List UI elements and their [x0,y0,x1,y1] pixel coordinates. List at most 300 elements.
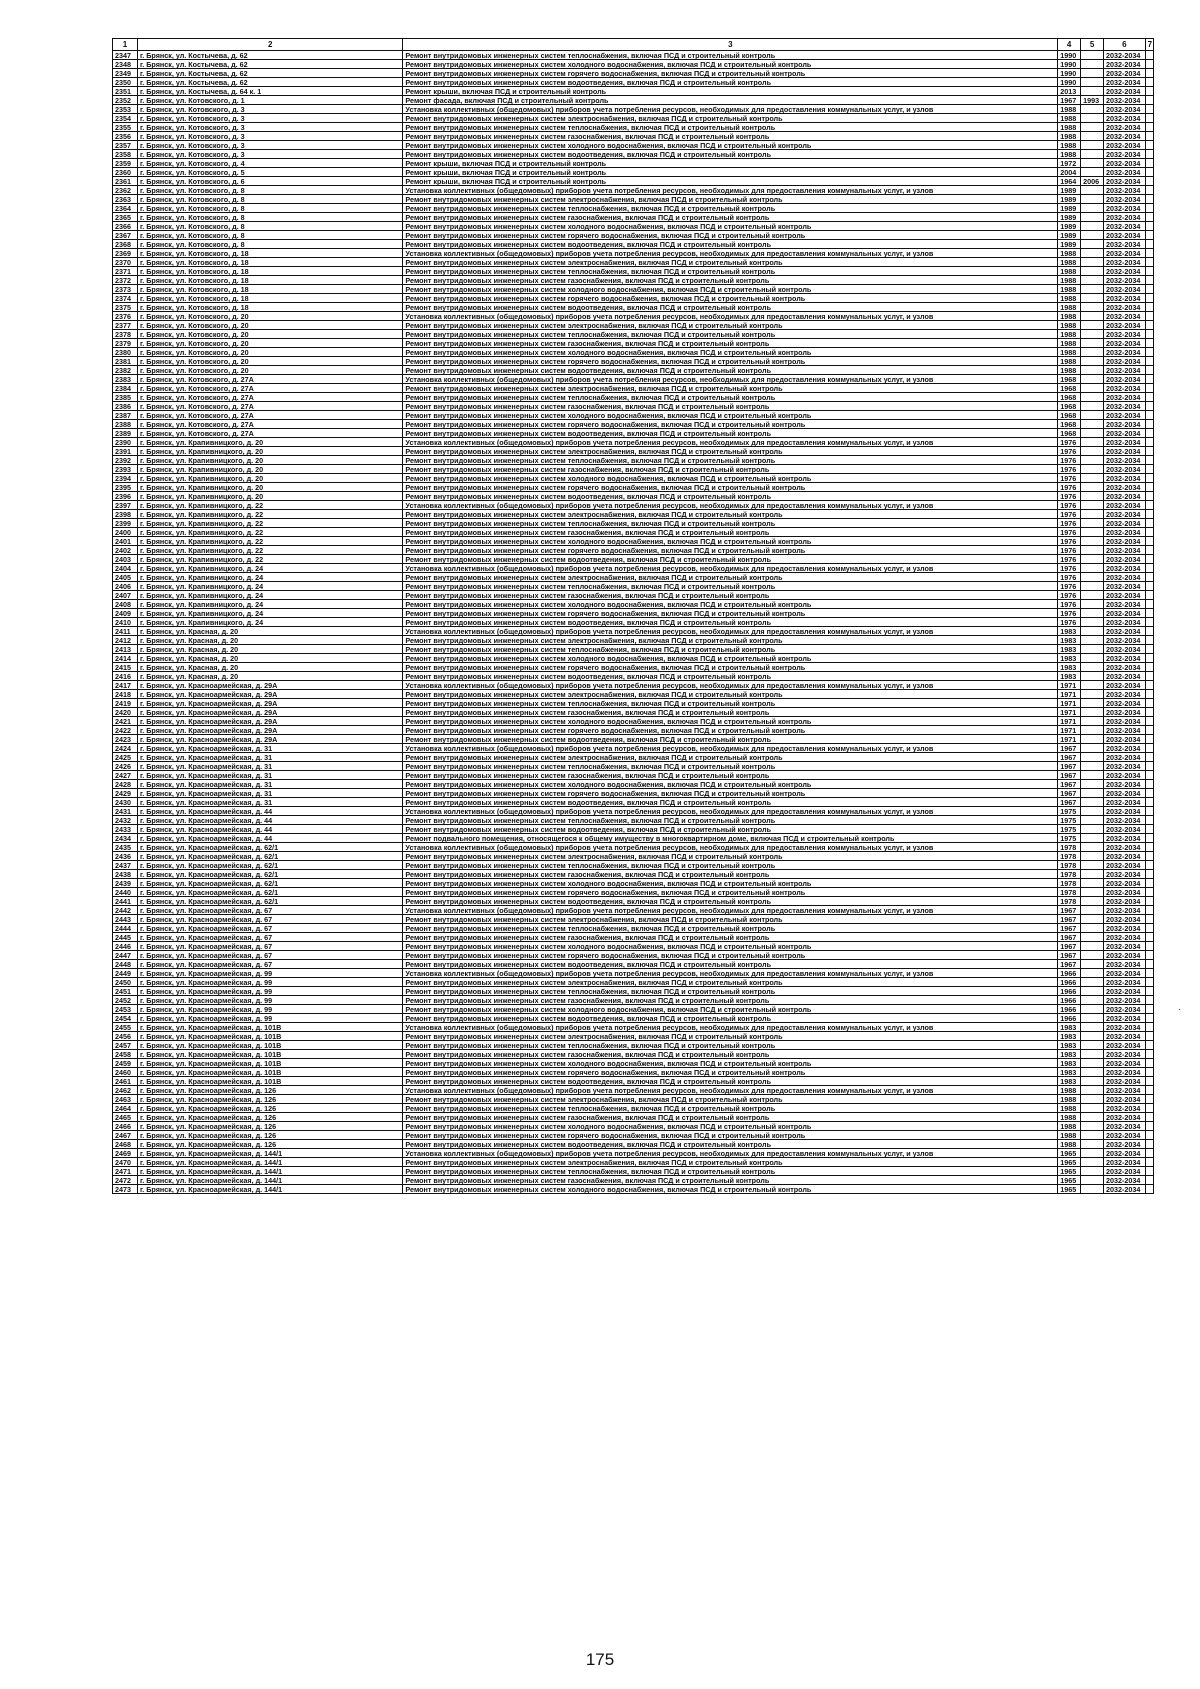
work-description-cell: Ремонт внутридомовых инженерных систем теплоснабжения, включая ПСД и строительный контроль [403,393,1058,402]
address-cell: г. Брянск, ул. Красноармейская, д. 101В [137,1041,402,1050]
planned-period-cell: 2032-2034 [1103,339,1145,348]
address-cell: г. Брянск, ул. Крапивницкого, д. 24 [137,609,402,618]
blank-cell [1145,546,1153,555]
build-year-cell: 1967 [1058,771,1081,780]
planned-period-cell: 2032-2034 [1103,528,1145,537]
work-description-cell: Установка коллективных (общедомовых) приборов учета потребления ресурсов, необходимых для предоставления коммунальных услуг, и узлов [403,1023,1058,1032]
renovation-year-cell [1081,267,1104,276]
address-cell: г. Брянск, ул. Красноармейская, д. 126 [137,1131,402,1140]
build-year-cell: 1975 [1058,816,1081,825]
address-cell: г. Брянск, ул. Котовского, д. 27А [137,384,402,393]
blank-cell [1145,816,1153,825]
blank-cell [1145,492,1153,501]
address-cell: г. Брянск, ул. Котовского, д. 20 [137,321,402,330]
build-year-cell: 1983 [1058,1068,1081,1077]
row-number-cell: 2386 [113,402,138,411]
build-year-cell: 1988 [1058,105,1081,114]
table-row [113,1032,1154,1041]
row-number-cell: 2400 [113,528,138,537]
blank-cell [1145,159,1153,168]
renovation-year-cell [1081,915,1104,924]
build-year-cell: 1988 [1058,249,1081,258]
renovation-year-cell [1081,348,1104,357]
renovation-year-cell [1081,1059,1104,1068]
address-cell: г. Брянск, ул. Красноармейская, д. 62/1 [137,852,402,861]
blank-cell [1145,132,1153,141]
planned-period-cell: 2032-2034 [1103,1122,1145,1131]
work-description-cell: Ремонт внутридомовых инженерных систем теплоснабжения, включая ПСД и строительный контроль [403,51,1058,60]
renovation-year-cell [1081,393,1104,402]
planned-period-cell: 2032-2034 [1103,96,1145,105]
planned-period-cell: 2032-2034 [1103,87,1145,96]
planned-period-cell: 2032-2034 [1103,321,1145,330]
row-number-cell: 2367 [113,231,138,240]
address-cell: г. Брянск, ул. Красноармейская, д. 31 [137,780,402,789]
address-cell: г. Брянск, ул. Красная, д. 20 [137,636,402,645]
planned-period-cell: 2032-2034 [1103,249,1145,258]
build-year-cell: 1988 [1058,114,1081,123]
row-number-cell: 2455 [113,1023,138,1032]
address-cell: г. Брянск, ул. Костычева, д. 62 [137,51,402,60]
table-row [113,1005,1154,1014]
build-year-cell: 1965 [1058,1185,1081,1194]
renovation-year-cell [1081,1149,1104,1158]
row-number-cell: 2471 [113,1167,138,1176]
build-year-cell: 1971 [1058,717,1081,726]
build-year-cell: 1968 [1058,420,1081,429]
address-cell: г. Брянск, ул. Котовского, д. 20 [137,339,402,348]
row-number-cell: 2399 [113,519,138,528]
renovation-year-cell [1081,744,1104,753]
row-number-cell: 2465 [113,1113,138,1122]
blank-cell [1145,267,1153,276]
row-number-cell: 2430 [113,798,138,807]
renovation-year-cell [1081,681,1104,690]
blank-cell [1145,177,1153,186]
build-year-cell: 1968 [1058,411,1081,420]
blank-cell [1145,951,1153,960]
address-cell: г. Брянск, ул. Котовского, д. 3 [137,141,402,150]
planned-period-cell: 2032-2034 [1103,987,1145,996]
blank-cell [1145,501,1153,510]
table-row [113,231,1154,240]
build-year-cell: 1978 [1058,888,1081,897]
blank-cell [1145,447,1153,456]
blank-cell [1145,726,1153,735]
build-year-cell: 1967 [1058,915,1081,924]
work-description-cell: Установка коллективных (общедомовых) приборов учета потребления ресурсов, необходимых для предоставления коммунальных услуг, и узлов [403,249,1058,258]
renovation-year-cell [1081,1140,1104,1149]
address-cell: г. Брянск, ул. Красноармейская, д. 31 [137,762,402,771]
work-description-cell: Установка коллективных (общедомовых) приборов учета потребления ресурсов, необходимых для предоставления коммунальных услуг, и узлов [403,1149,1058,1158]
address-cell: г. Брянск, ул. Красная, д. 20 [137,654,402,663]
renovation-year-cell [1081,996,1104,1005]
build-year-cell: 1967 [1058,96,1081,105]
address-cell: г. Брянск, ул. Крапивницкого, д. 22 [137,528,402,537]
planned-period-cell: 2032-2034 [1103,123,1145,132]
work-description-cell: Ремонт внутридомовых инженерных систем электроснабжения, включая ПСД и строительный контроль [403,636,1058,645]
row-number-cell: 2425 [113,753,138,762]
planned-period-cell: 2032-2034 [1103,762,1145,771]
planned-period-cell: 2032-2034 [1103,285,1145,294]
renovation-year-cell [1081,132,1104,141]
planned-period-cell: 2032-2034 [1103,222,1145,231]
renovation-year-cell [1081,816,1104,825]
row-number-cell: 2445 [113,933,138,942]
planned-period-cell: 2032-2034 [1103,825,1145,834]
planned-period-cell: 2032-2034 [1103,420,1145,429]
work-description-cell: Установка коллективных (общедомовых) приборов учета потребления ресурсов, необходимых для предоставления коммунальных услуг, и узлов [403,438,1058,447]
address-cell: г. Брянск, ул. Красноармейская, д. 29А [137,690,402,699]
row-number-cell: 2433 [113,825,138,834]
address-cell: г. Брянск, ул. Красноармейская, д. 67 [137,924,402,933]
row-number-cell: 2378 [113,330,138,339]
work-description-cell: Ремонт внутридомовых инженерных систем теплоснабжения, включая ПСД и строительный контроль [403,582,1058,591]
table-row [113,105,1154,114]
build-year-cell: 1975 [1058,834,1081,843]
column-header-7: 7 [1145,39,1153,51]
column-header-6: 6 [1103,39,1145,51]
address-cell: г. Брянск, ул. Красноармейская, д. 144/1 [137,1167,402,1176]
blank-cell [1145,537,1153,546]
table-row [113,1068,1154,1077]
work-description-cell: Ремонт внутридомовых инженерных систем газоснабжения, включая ПСД и строительный контроль [403,771,1058,780]
table-row [113,987,1154,996]
blank-cell [1145,654,1153,663]
planned-period-cell: 2032-2034 [1103,771,1145,780]
table-row [113,834,1154,843]
table-row [113,609,1154,618]
build-year-cell: 1978 [1058,879,1081,888]
blank-cell [1145,690,1153,699]
address-cell: г. Брянск, ул. Крапивницкого, д. 24 [137,591,402,600]
planned-period-cell: 2032-2034 [1103,402,1145,411]
address-cell: г. Брянск, ул. Красноармейская, д. 67 [137,933,402,942]
work-description-cell: Ремонт фасада, включая ПСД и строительный контроль [403,96,1058,105]
renovation-year-cell [1081,573,1104,582]
planned-period-cell: 2032-2034 [1103,177,1145,186]
work-description-cell: Ремонт внутридомовых инженерных систем теплоснабжения, включая ПСД и строительный контроль [403,861,1058,870]
scan-dot-mark: · [1178,1004,1182,1015]
renovation-year-cell [1081,384,1104,393]
work-description-cell: Ремонт внутридомовых инженерных систем холодного водоснабжения, включая ПСД и строительный контроль [403,222,1058,231]
blank-cell [1145,978,1153,987]
planned-period-cell: 2032-2034 [1103,114,1145,123]
planned-period-cell: 2032-2034 [1103,861,1145,870]
build-year-cell: 1967 [1058,942,1081,951]
table-row [113,1050,1154,1059]
work-description-cell: Ремонт внутридомовых инженерных систем холодного водоснабжения, включая ПСД и строительный контроль [403,879,1058,888]
blank-cell [1145,294,1153,303]
renovation-year-cell [1081,438,1104,447]
work-description-cell: Ремонт внутридомовых инженерных систем газоснабжения, включая ПСД и строительный контроль [403,465,1058,474]
renovation-year-cell [1081,528,1104,537]
row-number-cell: 2424 [113,744,138,753]
column-header-2: 2 [137,39,402,51]
planned-period-cell: 2032-2034 [1103,708,1145,717]
renovation-year-cell [1081,780,1104,789]
build-year-cell: 1978 [1058,852,1081,861]
table-row [113,906,1154,915]
work-description-cell: Установка коллективных (общедомовых) приборов учета потребления ресурсов, необходимых для предоставления коммунальных услуг, и узлов [403,105,1058,114]
planned-period-cell: 2032-2034 [1103,204,1145,213]
renovation-year-cell [1081,843,1104,852]
blank-cell [1145,474,1153,483]
row-number-cell: 2383 [113,375,138,384]
renovation-year-cell [1081,411,1104,420]
table-row [113,51,1154,60]
build-year-cell: 1971 [1058,708,1081,717]
blank-cell [1145,1104,1153,1113]
address-cell: г. Брянск, ул. Крапивницкого, д. 22 [137,510,402,519]
build-year-cell: 1967 [1058,951,1081,960]
renovation-year-cell [1081,456,1104,465]
table-row [113,879,1154,888]
build-year-cell: 1966 [1058,1005,1081,1014]
planned-period-cell: 2032-2034 [1103,555,1145,564]
row-number-cell: 2452 [113,996,138,1005]
work-description-cell: Ремонт внутридомовых инженерных систем электроснабжения, включая ПСД и строительный контроль [403,978,1058,987]
work-description-cell: Ремонт внутридомовых инженерных систем водоотведения, включая ПСД и строительный контроль [403,150,1058,159]
row-number-cell: 2373 [113,285,138,294]
work-description-cell: Ремонт внутридомовых инженерных систем водоотведения, включая ПСД и строительный контроль [403,618,1058,627]
blank-cell [1145,1176,1153,1185]
row-number-cell: 2415 [113,663,138,672]
row-number-cell: 2457 [113,1041,138,1050]
address-cell: г. Брянск, ул. Котовского, д. 18 [137,285,402,294]
row-number-cell: 2464 [113,1104,138,1113]
table-row [113,1185,1154,1194]
planned-period-cell: 2032-2034 [1103,1077,1145,1086]
work-description-cell: Ремонт внутридомовых инженерных систем газоснабжения, включая ПСД и строительный контроль [403,1113,1058,1122]
planned-period-cell: 2032-2034 [1103,519,1145,528]
build-year-cell: 1976 [1058,438,1081,447]
table-row [113,1059,1154,1068]
blank-cell [1145,1032,1153,1041]
row-number-cell: 2413 [113,645,138,654]
renovation-year-cell [1081,789,1104,798]
planned-period-cell: 2032-2034 [1103,1086,1145,1095]
table-row [113,78,1154,87]
table-row [113,285,1154,294]
row-number-cell: 2472 [113,1176,138,1185]
address-cell: г. Брянск, ул. Крапивницкого, д. 24 [137,564,402,573]
address-cell: г. Брянск, ул. Красноармейская, д. 31 [137,789,402,798]
blank-cell [1145,1014,1153,1023]
blank-cell [1145,51,1153,60]
table-row [113,483,1154,492]
row-number-cell: 2401 [113,537,138,546]
table-row [113,267,1154,276]
table-row [113,771,1154,780]
row-number-cell: 2409 [113,609,138,618]
address-cell: г. Брянск, ул. Котовского, д. 8 [137,186,402,195]
planned-period-cell: 2032-2034 [1103,564,1145,573]
blank-cell [1145,357,1153,366]
table-row [113,762,1154,771]
row-number-cell: 2463 [113,1095,138,1104]
address-cell: г. Брянск, ул. Котовского, д. 3 [137,105,402,114]
renovation-year-cell [1081,978,1104,987]
renovation-year-cell [1081,699,1104,708]
row-number-cell: 2362 [113,186,138,195]
work-description-cell: Ремонт внутридомовых инженерных систем теплоснабжения, включая ПСД и строительный контроль [403,267,1058,276]
row-number-cell: 2358 [113,150,138,159]
planned-period-cell: 2032-2034 [1103,348,1145,357]
build-year-cell: 1976 [1058,474,1081,483]
address-cell: г. Брянск, ул. Красноармейская, д. 62/1 [137,870,402,879]
address-cell: г. Брянск, ул. Котовского, д. 5 [137,168,402,177]
table-row [113,420,1154,429]
work-description-cell: Ремонт внутридомовых инженерных систем электроснабжения, включая ПСД и строительный контроль [403,690,1058,699]
table-row [113,636,1154,645]
planned-period-cell: 2032-2034 [1103,1158,1145,1167]
planned-period-cell: 2032-2034 [1103,501,1145,510]
work-description-cell: Ремонт внутридомовых инженерных систем водоотведения, включая ПСД и строительный контроль [403,672,1058,681]
renovation-year-cell [1081,906,1104,915]
blank-cell [1145,1185,1153,1194]
address-cell: г. Брянск, ул. Красноармейская, д. 67 [137,960,402,969]
row-number-cell: 2353 [113,105,138,114]
build-year-cell: 1971 [1058,726,1081,735]
planned-period-cell: 2032-2034 [1103,141,1145,150]
renovation-year-cell [1081,1176,1104,1185]
blank-cell [1145,636,1153,645]
renovation-year-cell [1081,897,1104,906]
work-description-cell: Ремонт внутридомовых инженерных систем электроснабжения, включая ПСД и строительный контроль [403,321,1058,330]
address-cell: г. Брянск, ул. Крапивницкого, д. 20 [137,447,402,456]
planned-period-cell: 2032-2034 [1103,276,1145,285]
table-row [113,123,1154,132]
renovation-year-cell [1081,753,1104,762]
renovation-year-cell [1081,168,1104,177]
planned-period-cell: 2032-2034 [1103,942,1145,951]
blank-cell [1145,303,1153,312]
row-number-cell: 2405 [113,573,138,582]
table-row [113,1131,1154,1140]
table-row [113,402,1154,411]
address-cell: г. Брянск, ул. Красная, д. 20 [137,645,402,654]
blank-cell [1145,213,1153,222]
work-description-cell: Установка коллективных (общедомовых) приборов учета потребления ресурсов, необходимых для предоставления коммунальных услуг, и узлов [403,564,1058,573]
work-description-cell: Ремонт внутридомовых инженерных систем горячего водоснабжения, включая ПСД и строительный контроль [403,69,1058,78]
blank-cell [1145,870,1153,879]
work-description-cell: Ремонт внутридомовых инженерных систем холодного водоснабжения, включая ПСД и строительный контроль [403,942,1058,951]
build-year-cell: 1988 [1058,123,1081,132]
row-number-cell: 2431 [113,807,138,816]
address-cell: г. Брянск, ул. Котовского, д. 18 [137,294,402,303]
renovation-year-cell [1081,420,1104,429]
table-row [113,87,1154,96]
row-number-cell: 2392 [113,456,138,465]
address-cell: г. Брянск, ул. Красноармейская, д. 67 [137,942,402,951]
planned-period-cell: 2032-2034 [1103,636,1145,645]
blank-cell [1145,735,1153,744]
build-year-cell: 1966 [1058,987,1081,996]
build-year-cell: 1988 [1058,285,1081,294]
renovation-year-cell [1081,114,1104,123]
page-number: 175 [585,1650,615,1669]
planned-period-cell: 2032-2034 [1103,510,1145,519]
renovation-year-cell [1081,321,1104,330]
table-row [113,960,1154,969]
blank-cell [1145,573,1153,582]
address-cell: г. Брянск, ул. Котовского, д. 27А [137,429,402,438]
table-row [113,276,1154,285]
build-year-cell: 1976 [1058,573,1081,582]
renovation-year-cell [1081,501,1104,510]
blank-cell [1145,375,1153,384]
row-number-cell: 2406 [113,582,138,591]
renovation-year-cell [1081,330,1104,339]
address-cell: г. Брянск, ул. Красноармейская, д. 144/1 [137,1149,402,1158]
row-number-cell: 2462 [113,1086,138,1095]
blank-cell [1145,519,1153,528]
planned-period-cell: 2032-2034 [1103,753,1145,762]
planned-period-cell: 2032-2034 [1103,1185,1145,1194]
renovation-year-cell: 2006 [1081,177,1104,186]
row-number-cell: 2429 [113,789,138,798]
build-year-cell: 1971 [1058,699,1081,708]
table-row [113,582,1154,591]
address-cell: г. Брянск, ул. Красноармейская, д. 44 [137,816,402,825]
build-year-cell: 1988 [1058,348,1081,357]
blank-cell [1145,960,1153,969]
address-cell: г. Брянск, ул. Красноармейская, д. 31 [137,744,402,753]
row-number-cell: 2418 [113,690,138,699]
blank-cell [1145,987,1153,996]
renovation-year-cell [1081,672,1104,681]
blank-cell [1145,258,1153,267]
renovation-year-cell [1081,1104,1104,1113]
build-year-cell: 1976 [1058,546,1081,555]
blank-cell [1145,798,1153,807]
row-number-cell: 2388 [113,420,138,429]
table-row [113,807,1154,816]
blank-cell [1145,681,1153,690]
table-row [113,843,1154,852]
table-row [113,699,1154,708]
planned-period-cell: 2032-2034 [1103,1068,1145,1077]
table-row [113,438,1154,447]
build-year-cell: 1988 [1058,132,1081,141]
table-row [113,204,1154,213]
row-number-cell: 2365 [113,213,138,222]
renovation-year-cell [1081,1023,1104,1032]
planned-period-cell: 2032-2034 [1103,267,1145,276]
row-number-cell: 2411 [113,627,138,636]
work-description-cell: Ремонт внутридомовых инженерных систем водоотведения, включая ПСД и строительный контроль [403,1140,1058,1149]
row-number-cell: 2417 [113,681,138,690]
column-header-5: 5 [1081,39,1104,51]
row-number-cell: 2398 [113,510,138,519]
address-cell: г. Брянск, ул. Красноармейская, д. 44 [137,807,402,816]
planned-period-cell: 2032-2034 [1103,618,1145,627]
work-description-cell: Установка коллективных (общедомовых) приборов учета потребления ресурсов, необходимых для предоставления коммунальных услуг, и узлов [403,186,1058,195]
address-cell: г. Брянск, ул. Красноармейская, д. 126 [137,1113,402,1122]
renovation-year-cell [1081,717,1104,726]
planned-period-cell: 2032-2034 [1103,474,1145,483]
build-year-cell: 1983 [1058,1032,1081,1041]
blank-cell [1145,555,1153,564]
planned-period-cell: 2032-2034 [1103,213,1145,222]
renovation-year-cell [1081,150,1104,159]
work-description-cell: Ремонт внутридомовых инженерных систем газоснабжения, включая ПСД и строительный контроль [403,402,1058,411]
build-year-cell: 1988 [1058,294,1081,303]
build-year-cell: 1976 [1058,456,1081,465]
build-year-cell: 2004 [1058,168,1081,177]
row-number-cell: 2348 [113,60,138,69]
